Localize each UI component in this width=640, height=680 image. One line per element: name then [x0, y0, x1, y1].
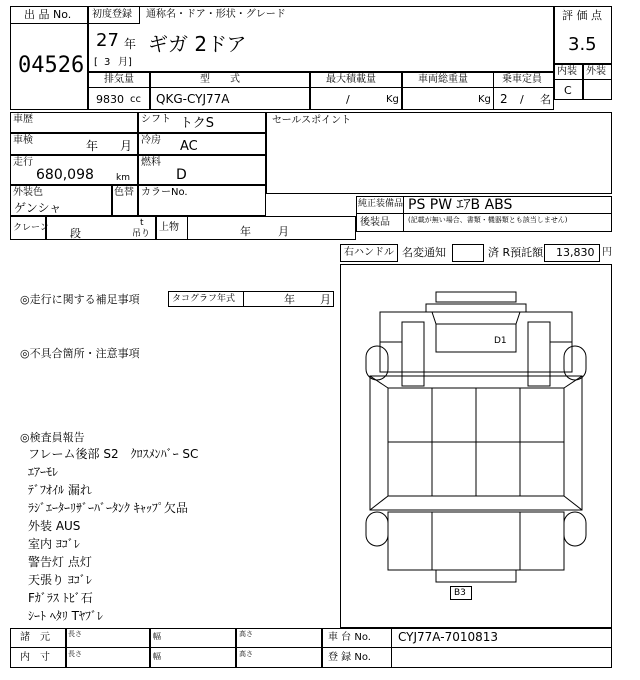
- report-line: ｼｰﾄ ﾍﾀﾘ Tﾔﾌﾞﾚ: [28, 609, 103, 623]
- inspector-report-list: [28, 448, 198, 628]
- crane-label: クレーン: [13, 223, 49, 233]
- ext-color-value: ゲンシャ: [14, 201, 62, 215]
- recycle-fee: 13,830: [556, 246, 595, 259]
- displacement-label: 排気量: [104, 74, 134, 85]
- length-label-inner: 長さ: [68, 650, 82, 658]
- inspector-label: ◎検査員報告: [20, 431, 85, 444]
- corner-tr: [564, 376, 582, 388]
- report-line: ﾃﾞﾌｵｲﾙ 漏れ: [28, 483, 92, 497]
- reg-month-unit: 月]: [118, 57, 132, 68]
- damage-mark-d1: D1: [494, 336, 507, 346]
- width-label: 幅: [153, 632, 161, 641]
- damage-mark-b3: B3: [454, 588, 466, 598]
- mileage-label: 走行: [13, 157, 33, 168]
- spec-header-line: [88, 72, 554, 88]
- ext-color-label: 外装色: [13, 187, 43, 198]
- gross-weight-label: 車両総重量: [418, 74, 468, 85]
- height-label-inner: 高さ: [239, 650, 253, 658]
- chassis-number: CYJ77A-7010813: [398, 630, 499, 644]
- tacho-month-unit: 月: [320, 293, 331, 306]
- aircon-label: 冷房: [141, 135, 161, 146]
- color-change-label: 色替: [114, 187, 134, 198]
- car-name: ギガ 2ドア: [148, 32, 247, 56]
- steering-value: 右ハンドル: [344, 247, 394, 258]
- yen-unit: 円: [602, 247, 612, 258]
- exterior-label: 外装: [586, 66, 606, 77]
- length-label: 長さ: [68, 630, 82, 638]
- capacity-unit: 名: [540, 93, 551, 106]
- report-line: 外装 AUS: [28, 519, 81, 533]
- mileage-value: 680,098: [36, 167, 94, 183]
- rear-left-wheel: [366, 512, 388, 546]
- score-label: 評 価 点: [562, 9, 602, 22]
- height-label: 高さ: [239, 630, 253, 638]
- tachograph-label: タコグラフ年式: [172, 294, 236, 304]
- model-value: QKG-CYJ77A: [156, 92, 230, 106]
- capacity-slash: /: [520, 93, 524, 106]
- inner-dims-label: 内 寸: [20, 652, 50, 663]
- gross-weight-unit: Kg: [478, 94, 491, 105]
- interior-label: 内装: [557, 66, 577, 77]
- loading-month-unit: 月: [278, 225, 289, 238]
- crane-t: t: [140, 218, 144, 228]
- max-load-label: 最大積載量: [326, 74, 376, 85]
- capacity-value: 2: [500, 92, 508, 106]
- corner-tl: [370, 376, 388, 388]
- shift-value: トクS: [180, 116, 214, 131]
- tax-label: 済 R預託額: [488, 246, 544, 259]
- report-line: 警告灯 点灯: [28, 555, 92, 569]
- reg-month-open: [: [94, 57, 98, 68]
- rear-right-wheel: [564, 512, 586, 546]
- pillars: [432, 312, 520, 324]
- register-label: 登 録 No.: [328, 652, 371, 663]
- displacement-unit: cc: [130, 94, 141, 105]
- footer-width-col: [150, 628, 236, 668]
- inspection-year-unit: 年: [86, 139, 99, 153]
- report-line: 天張り ﾖｺﾞﾚ: [28, 573, 92, 587]
- corner-bl: [370, 496, 388, 510]
- displacement-value: 9830: [96, 93, 124, 106]
- max-load-unit: Kg: [386, 94, 399, 105]
- crane-stage: 段: [70, 227, 81, 240]
- aftermarket-label: 後装品: [360, 217, 390, 228]
- front-grille: [436, 292, 516, 302]
- truck-diagram: [340, 264, 612, 628]
- name-change-box: [452, 244, 484, 262]
- color-code-label: カラーNo.: [141, 187, 188, 198]
- mileage-unit: km: [116, 173, 130, 183]
- lot-number: 04526: [18, 53, 85, 78]
- cab-outline: [380, 312, 572, 372]
- interior-grade: C: [564, 84, 572, 97]
- reg-year: 27: [96, 30, 119, 51]
- driving-notes-label: ◎走行に関する補足事項: [20, 293, 140, 306]
- truck-outline: [366, 292, 586, 582]
- report-line: 室内 ﾖｺﾞﾚ: [28, 537, 80, 551]
- loading-label: 上物: [159, 222, 179, 233]
- inspection-label: 車検: [13, 135, 33, 146]
- dims-label: 諸 元: [20, 632, 50, 643]
- score-value: 3.5: [568, 34, 597, 55]
- report-line: ﾗｼﾞｴｰﾀｰﾘｻﾞｰﾊﾞｰﾀﾝｸ ｷｬｯﾌﾟ欠品: [28, 501, 188, 515]
- loading-year-unit: 年: [240, 225, 251, 238]
- fuel-label: 燃料: [141, 157, 161, 168]
- history-label: 車歴: [13, 114, 33, 125]
- std-equipment-value: PS PW ｴｱB ABS: [408, 197, 513, 213]
- reg-label: 初度登録: [92, 9, 132, 20]
- fuel-value: D: [176, 167, 187, 183]
- name-change-label: 名変通知: [402, 246, 446, 259]
- inspection-month-unit: 月: [120, 139, 133, 153]
- tacho-year-unit: 年: [284, 293, 295, 306]
- shift-label: シフト: [141, 114, 171, 125]
- front-left-wheel: [366, 346, 388, 380]
- reg-month: 3: [104, 57, 111, 68]
- report-line: Fｶﾞﾗｽ ﾄﾋﾞ石: [28, 591, 93, 605]
- defects-label: ◎不具合箇所・注意事項: [20, 347, 140, 360]
- width-label-inner: 幅: [153, 652, 161, 661]
- max-load-slash: /: [346, 93, 350, 106]
- capacity-label: 乗車定員: [502, 74, 542, 85]
- aircon-value: AC: [180, 139, 198, 154]
- sales-point-label: セールスポイント: [272, 115, 352, 126]
- std-equipment-label: 純正装備品: [358, 199, 404, 209]
- corner-br: [564, 496, 582, 510]
- report-line: ｴｱｰﾓﾚ: [28, 465, 59, 479]
- report-line: フレーム後部 S2 ｸﾛｽﾒﾝﾊﾞｰ SC: [28, 447, 199, 461]
- rear-body: [388, 512, 564, 570]
- chassis-label: 車 台 No.: [328, 632, 371, 643]
- crane-hang: 吊り: [132, 229, 151, 239]
- aftermarket-note: (記載が無い場合、書類・機器類とも該当しません): [408, 216, 568, 224]
- front-right-wheel: [564, 346, 586, 380]
- model-label: 型 式: [200, 74, 240, 85]
- reg-year-unit: 年: [124, 37, 137, 51]
- rear-bumper: [436, 570, 516, 582]
- front-bumper: [426, 304, 526, 312]
- lot-label: 出 品 No.: [24, 8, 72, 21]
- name-label: 通称名・ドア・形状・グレード: [146, 9, 286, 20]
